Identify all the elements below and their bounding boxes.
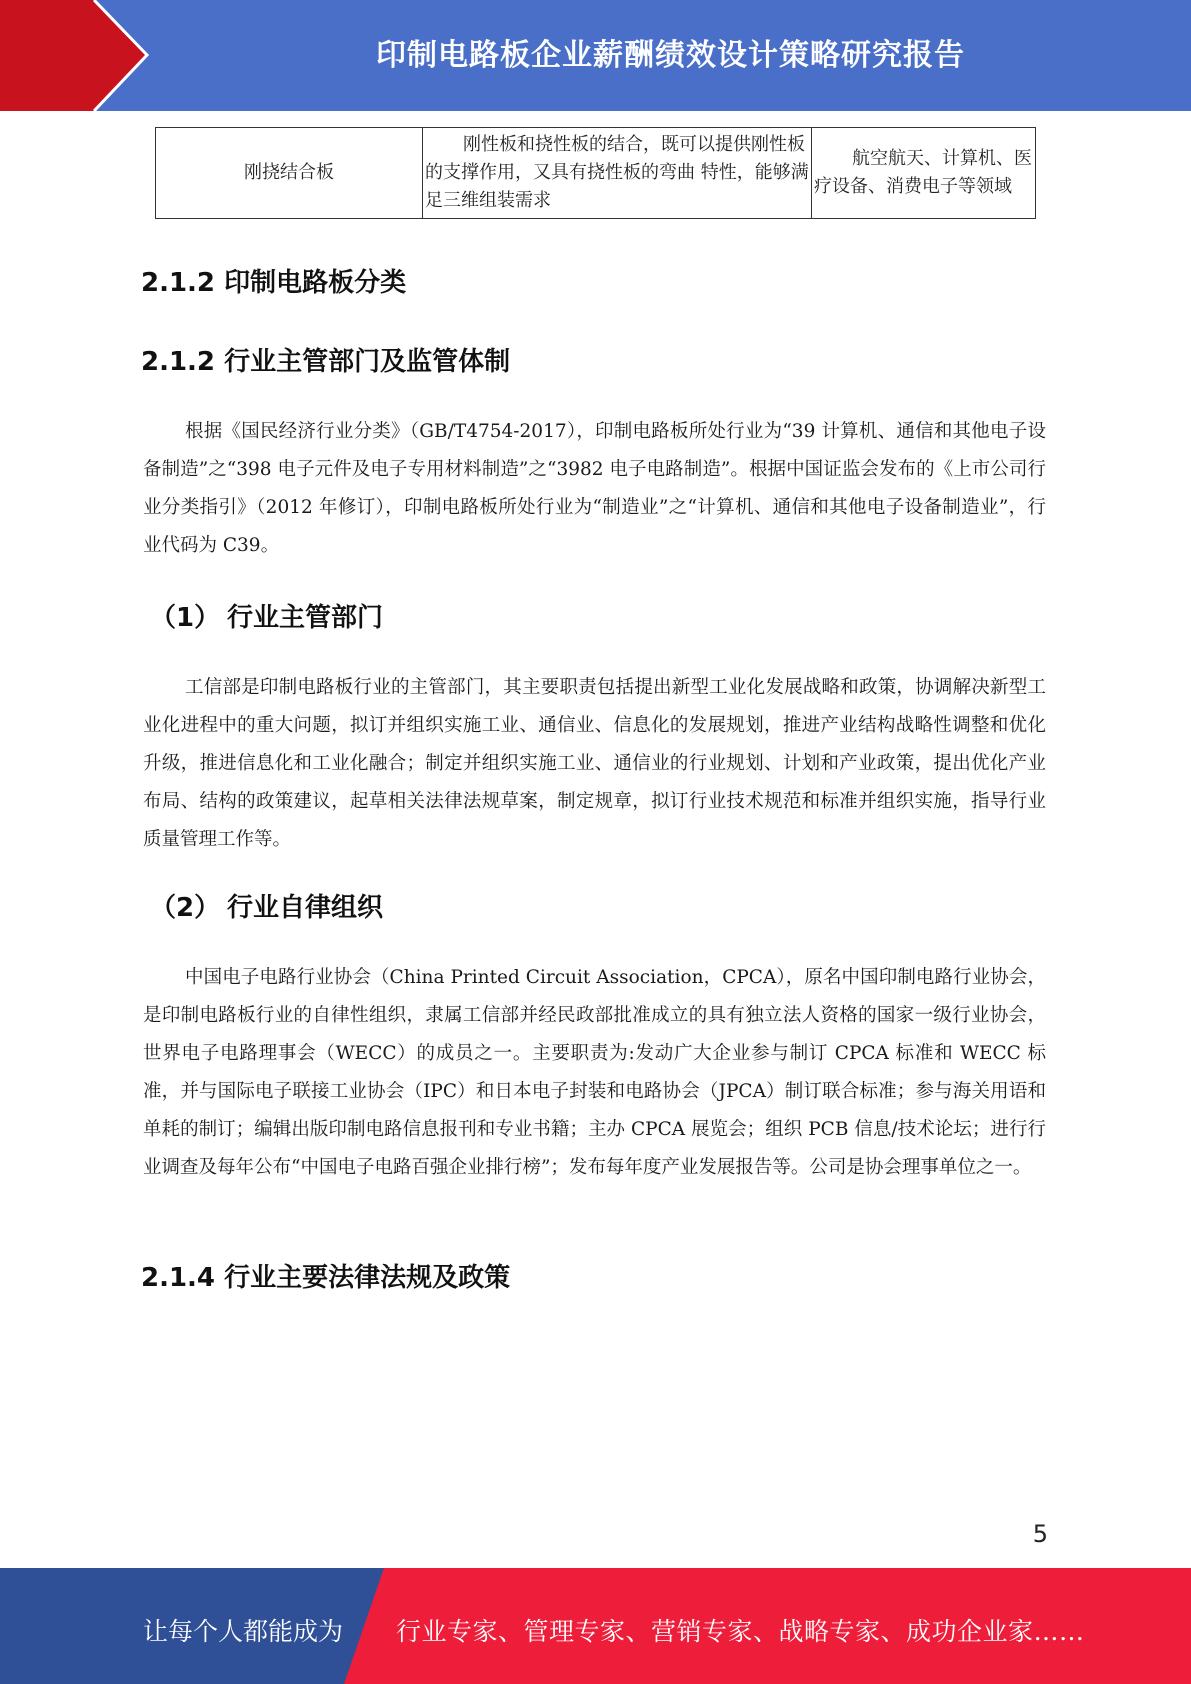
report-title: 印制电路板企业薪酬绩效设计策略研究报告 (376, 38, 965, 73)
footer-slogan-left: 让每个人都能成为 (143, 1617, 344, 1646)
page-header (0, 0, 1191, 111)
header-red-arrow (0, 0, 147, 111)
subheading-authority (150, 597, 383, 634)
paragraph-self-regulation: 中国电子电路行业协会（China Printed Circuit Association，CPCA），原名中国印制电路行业协会，是印制电路板行业的自律性组织，隶属工信部并经民政部批准成立的具有独立法人资格的国家一级行业协会，世界电子电路理事会（WECC）的成员之一。主要职责为:发动广大企业参与制订 CPCA 标准和 WECC 标准，并与国际电子联接工业协会（IPC）和日本电子封装和电路协会（JPCA）制订联合标准；参与海关用语和单耗的制订；编辑出版印制电路信息报刊和专业书籍；主办 CPCA 展览会；组织 PCB 信息/技术论坛；进行行业调查及每年公布“中国电子电路百强企业排行榜”；发布每年度产业发展报告等。公司是协会理事单位之一。 (143, 967, 1046, 1178)
table-cell-application: 航空航天、计算机、医 疗设备、消费电子等领域 (812, 128, 1036, 219)
subheading-self-regulation-number: （2） (150, 893, 221, 923)
subheading-authority-number: （1） (150, 603, 221, 633)
paragraph-industry-classification: 根据《国民经济行业分类》（GB/T4754-2017），印制电路板所处行业为“39 计算机、通信和其他电子设备制造”之“398 电子元件及电子专用材料制造”之“3982 电子电路制造”。根据中国证监会发布的《上市公司行业分类指引》（2012 年修订），印制电路板所处行业为“制造业”之“计算机、通信和其他电子设备制造业”，行业代码为 C39。 (143, 421, 1046, 556)
pcb-type-table (155, 127, 1036, 219)
section-heading-regulation: 2.1.2 行业主管部门及监管体制 (141, 347, 511, 377)
page-number: 5 (1032, 1520, 1048, 1548)
section-heading-classification: 2.1.2 印制电路板分类 (141, 268, 407, 298)
section-heading-laws: 2.1.4 行业主要法律法规及政策 (141, 1263, 511, 1293)
table-cell-description: 刚性板和挠性板的结合，既可以提供刚性板的支撑作用，又具有挠性板的弯曲 特性，能够满足三维组装需求 (423, 128, 812, 219)
page-footer (0, 1568, 1191, 1684)
subheading-self-regulation-title: 行业自律组织 (227, 893, 384, 923)
table-row (156, 128, 1036, 219)
footer-slogan-right: 行业专家、管理专家、营销专家、战略专家、成功企业家…… (396, 1617, 1085, 1646)
table-cell-name: 刚挠结合板 (156, 128, 423, 219)
paragraph-authority: 工信部是印制电路板行业的主管部门，其主要职责包括提出新型工业化发展战略和政策，协调解决新型工业化进程中的重大问题，拟订并组织实施工业、通信业、信息化的发展规划，推进产业结构战略性调整和优化升级，推进信息化和工业化融合；制定并组织实施工业、通信业的行业规划、计划和产业政策，提出优化产业布局、结构的政策建议，起草相关法律法规草案，制定规章，拟订行业技术规范和标准并组织实施，指导行业质量管理工作等。 (143, 677, 1046, 850)
subheading-self-regulation (150, 887, 383, 924)
subheading-authority-title: 行业主管部门 (227, 603, 384, 633)
